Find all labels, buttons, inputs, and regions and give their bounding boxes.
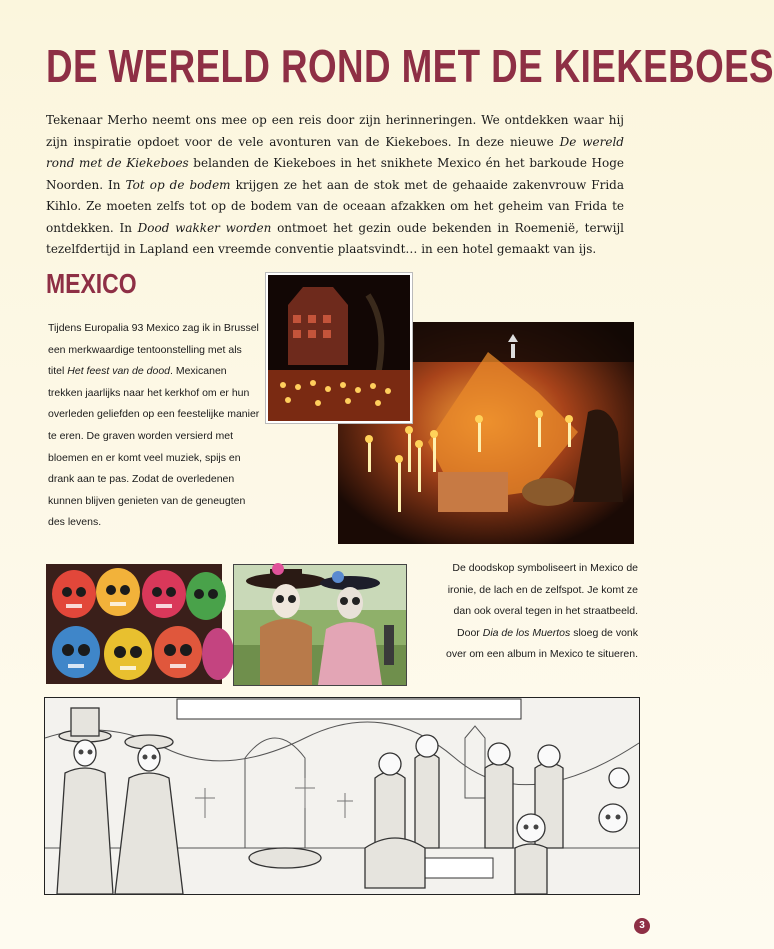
section-heading-mexico: MEXICO (46, 268, 137, 299)
mexico-paragraph-1 (48, 318, 260, 534)
intro-text-2: belanden de Kiekeboes in het snikhete Mexico én het barkoude Hoge Noorden. In (46, 156, 624, 192)
mexico-p2-text-a: De doodskop symboliseert in Mexico de ironie, de lach en de zelfspot. Je komt ze dan ook overal tegen in het straatbeeld. Door (447, 562, 638, 639)
comic-sketch-panel (44, 697, 640, 895)
page-number-badge: 3 (634, 918, 650, 934)
exhibition-title: Het feest van de dood (67, 365, 171, 378)
intro-text-4: ontmoet het gezin oude bekenden in Roemenië, terwijl tezelfdertijd in Lapland een vreemde conventie plaatsvindt… in een hotel gemaakt van ijs. (46, 220, 624, 256)
cemetery-altar-photo (266, 273, 412, 423)
book-title-tot-op-de-bodem: Tot op de bodem (125, 177, 231, 192)
page-title: DE WERELD ROND MET DE KIEKEBOES (46, 40, 774, 92)
intro-text-3: krijgen ze het aan de stok met de gehaaide zakenvrouw Frida Kihlo. Ze moeten zelfs tot op de bodem van de oceaan afzakken om het geheim van Frida te ontdekken. In (46, 177, 625, 235)
book-title-wereld-rond: De wereld rond met de Kiekeboes (46, 134, 624, 170)
mexico-p1-text-a: Tijdens Europalia 93 Mexico zag ik in Brussel een merkwaardige tentoonstelling met als titel (48, 322, 259, 378)
festival-title: Dia de los Muertos (482, 626, 571, 639)
intro-text-1: Tekenaar Merho neemt ons mee op een reis door zijn herinneringen. We ontdekken waar hij zijn inspiratie opdoet voor de vele avonturen van de Kiekeboes. In deze nieuwe (46, 113, 624, 149)
book-title-dood-wakker-worden: Dood wakker worden (137, 220, 272, 235)
sugar-skulls-photo (46, 564, 222, 684)
mexico-p1-text-b: . Mexicanen trekken jaarlijks naar het kerkhof om er hun overleden geliefden op een feestelijke manier te eren. De graven worden versierd met bloemen en er komt veel muziek, spijs en drank aan te pas. Zodat de overledenen kunnen blijven genieten van de geneugten des levens. (48, 365, 260, 529)
catrina-costumes-photo (233, 564, 407, 686)
intro-paragraph (46, 110, 624, 261)
mexico-paragraph-2 (438, 558, 638, 666)
mexico-p2-text-b: sloeg de vonk over om een album in Mexico te situeren. (445, 626, 638, 661)
